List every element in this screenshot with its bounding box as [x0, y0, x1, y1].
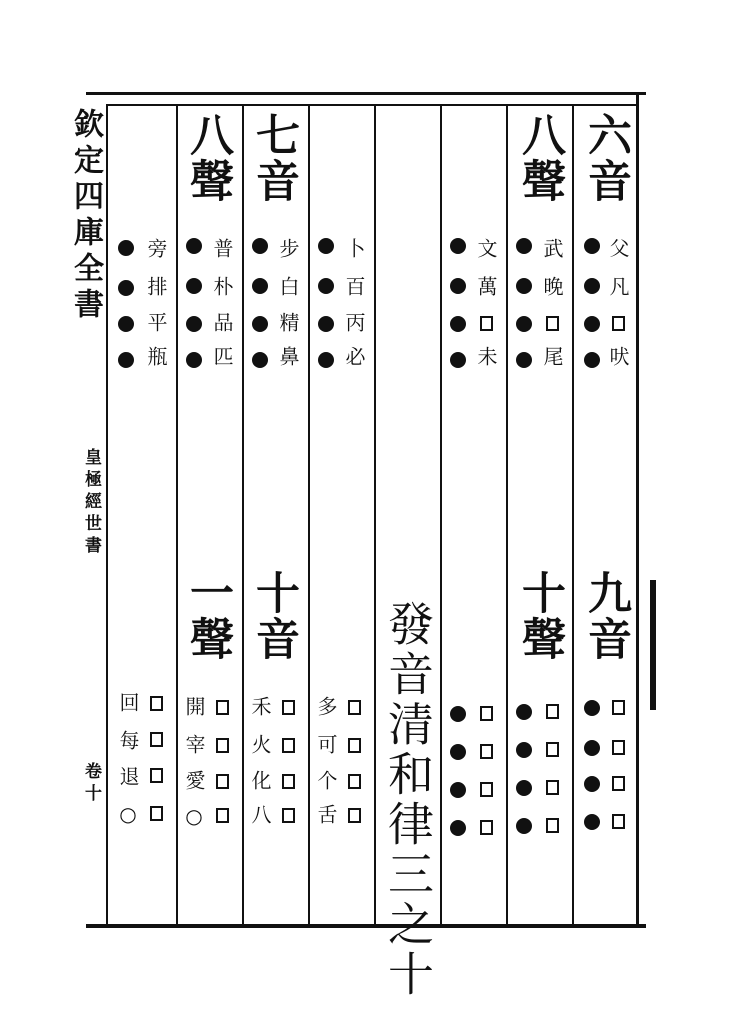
- entries-top: 吠: [606, 346, 630, 380]
- entries-top: 普: [210, 238, 234, 272]
- entries-bottom: 化: [248, 770, 272, 804]
- full-tone-dot: [584, 316, 600, 332]
- heading-top: 八聲: [182, 112, 233, 204]
- full-tone-dot: [516, 818, 532, 834]
- full-tone-dot: [186, 238, 202, 254]
- column-divider: [374, 104, 376, 924]
- column-divider: [176, 104, 178, 924]
- empty-box: [216, 808, 229, 823]
- page-title: 發音清和律三之十: [381, 600, 435, 1000]
- empty-box: [546, 818, 559, 833]
- entries-top: 萬: [474, 276, 498, 310]
- entries-top: 必: [342, 346, 366, 380]
- empty-box: [546, 780, 559, 795]
- entries-top: 文: [474, 238, 498, 272]
- empty-box: [480, 316, 493, 331]
- column-divider: [308, 104, 310, 924]
- full-tone-dot: [516, 704, 532, 720]
- entries-bottom: 開: [182, 696, 206, 730]
- empty-box: [546, 742, 559, 757]
- empty-box: [150, 806, 163, 821]
- empty-box: [480, 820, 493, 835]
- empty-box: [348, 738, 361, 753]
- column-divider: [506, 104, 508, 924]
- full-tone-dot: [584, 238, 600, 254]
- full-tone-dot: [450, 706, 466, 722]
- entries-top: 丙: [342, 312, 366, 346]
- empty-box: [150, 768, 163, 783]
- empty-box: [546, 316, 559, 331]
- entries-top: 旁: [144, 238, 168, 272]
- empty-box: [612, 740, 625, 755]
- full-tone-dot: [252, 316, 268, 332]
- entries-bottom: 每: [116, 730, 140, 764]
- full-tone-dot: [450, 782, 466, 798]
- frame-top-rule-inner: [108, 104, 638, 106]
- full-tone-dot: [584, 740, 600, 756]
- entries-bottom: 宰: [182, 734, 206, 768]
- entries-top: 步: [276, 238, 300, 272]
- entries-top: 品: [210, 312, 234, 346]
- full-tone-dot: [186, 352, 202, 368]
- margin-ink-bar: [650, 580, 656, 710]
- full-tone-dot: [318, 238, 334, 254]
- heading-bottom: 十音: [248, 570, 299, 662]
- full-tone-dot: [186, 278, 202, 294]
- entries-top: 白: [276, 276, 300, 310]
- book-title: 皇極經世書: [81, 448, 101, 558]
- entries-bottom: 愛: [182, 770, 206, 804]
- entries-top: 未: [474, 346, 498, 380]
- full-tone-dot: [584, 278, 600, 294]
- entries-top: 匹: [210, 346, 234, 380]
- empty-box: [612, 700, 625, 715]
- full-tone-dot: [252, 352, 268, 368]
- entries-bottom: 退: [116, 766, 140, 800]
- full-tone-dot: [584, 352, 600, 368]
- entries-top: 凡: [606, 276, 630, 310]
- heading-bottom: 十聲: [514, 570, 565, 662]
- entries-top: 晚: [540, 276, 564, 310]
- full-tone-dot: [118, 352, 134, 368]
- full-tone-dot: [450, 316, 466, 332]
- heading-bottom: 一聲: [182, 570, 233, 662]
- heading-bottom: 九音: [580, 570, 631, 662]
- full-tone-dot: [118, 240, 134, 256]
- full-tone-dot: [318, 352, 334, 368]
- full-tone-dot: [252, 278, 268, 294]
- full-tone-dot: [584, 776, 600, 792]
- full-tone-dot: [516, 742, 532, 758]
- full-tone-dot: [450, 820, 466, 836]
- full-tone-dot: [252, 238, 268, 254]
- entries-bottom: 禾: [248, 696, 272, 730]
- empty-box: [150, 696, 163, 711]
- full-tone-dot: [450, 278, 466, 294]
- entries-top: 武: [540, 238, 564, 272]
- entries-bottom: 个: [314, 770, 338, 804]
- empty-box: [480, 782, 493, 797]
- heading-top: 八聲: [514, 112, 565, 204]
- entries-bottom: ○: [116, 802, 140, 840]
- column-divider: [440, 104, 442, 924]
- entries-top: 鼻: [276, 346, 300, 380]
- full-tone-dot: [118, 316, 134, 332]
- full-tone-dot: [516, 278, 532, 294]
- empty-box: [348, 700, 361, 715]
- entries-top: 尾: [540, 346, 564, 380]
- full-tone-dot: [450, 352, 466, 368]
- entries-top: 平: [144, 312, 168, 346]
- entries-bottom: 可: [314, 734, 338, 768]
- column-divider: [242, 104, 244, 924]
- full-tone-dot: [584, 814, 600, 830]
- full-tone-dot: [318, 278, 334, 294]
- entries-top: 朴: [210, 276, 234, 310]
- empty-box: [216, 774, 229, 789]
- entries-top: 精: [276, 312, 300, 346]
- empty-box: [216, 700, 229, 715]
- entries-top: 瓶: [144, 346, 168, 380]
- empty-box: [612, 776, 625, 791]
- full-tone-dot: [318, 316, 334, 332]
- full-tone-dot: [516, 352, 532, 368]
- heading-top: 七音: [248, 112, 299, 204]
- full-tone-dot: [186, 316, 202, 332]
- empty-box: [612, 814, 625, 829]
- frame-right-rule: [636, 92, 639, 926]
- empty-box: [480, 744, 493, 759]
- entries-top: 排: [144, 276, 168, 310]
- empty-box: [348, 774, 361, 789]
- frame-bottom-rule: [86, 924, 646, 928]
- entries-top: 卜: [342, 238, 366, 272]
- full-tone-dot: [516, 238, 532, 254]
- empty-box: [546, 704, 559, 719]
- full-tone-dot: [450, 744, 466, 760]
- frame-top-rule: [86, 92, 646, 95]
- empty-box: [348, 808, 361, 823]
- entries-bottom: 多: [314, 696, 338, 730]
- frame-left-rule: [106, 104, 108, 924]
- entries-top: 父: [606, 238, 630, 272]
- column-divider: [572, 104, 574, 924]
- entries-top: 百: [342, 276, 366, 310]
- empty-box: [216, 738, 229, 753]
- entries-bottom: 舌: [314, 804, 338, 838]
- full-tone-dot: [516, 316, 532, 332]
- full-tone-dot: [516, 780, 532, 796]
- running-head: 欽定四庫全書: [68, 108, 103, 324]
- folio-number: 卷十: [81, 762, 101, 806]
- empty-box: [612, 316, 625, 331]
- empty-box: [150, 732, 163, 747]
- empty-box: [282, 808, 295, 823]
- entries-bottom: 火: [248, 734, 272, 768]
- empty-box: [282, 774, 295, 789]
- empty-box: [282, 738, 295, 753]
- full-tone-dot: [450, 238, 466, 254]
- full-tone-dot: [584, 700, 600, 716]
- full-tone-dot: [118, 280, 134, 296]
- entries-bottom: 回: [116, 692, 140, 726]
- entries-bottom: ○: [182, 804, 206, 842]
- entries-bottom: 八: [248, 804, 272, 838]
- empty-box: [480, 706, 493, 721]
- empty-box: [282, 700, 295, 715]
- heading-top: 六音: [580, 112, 631, 204]
